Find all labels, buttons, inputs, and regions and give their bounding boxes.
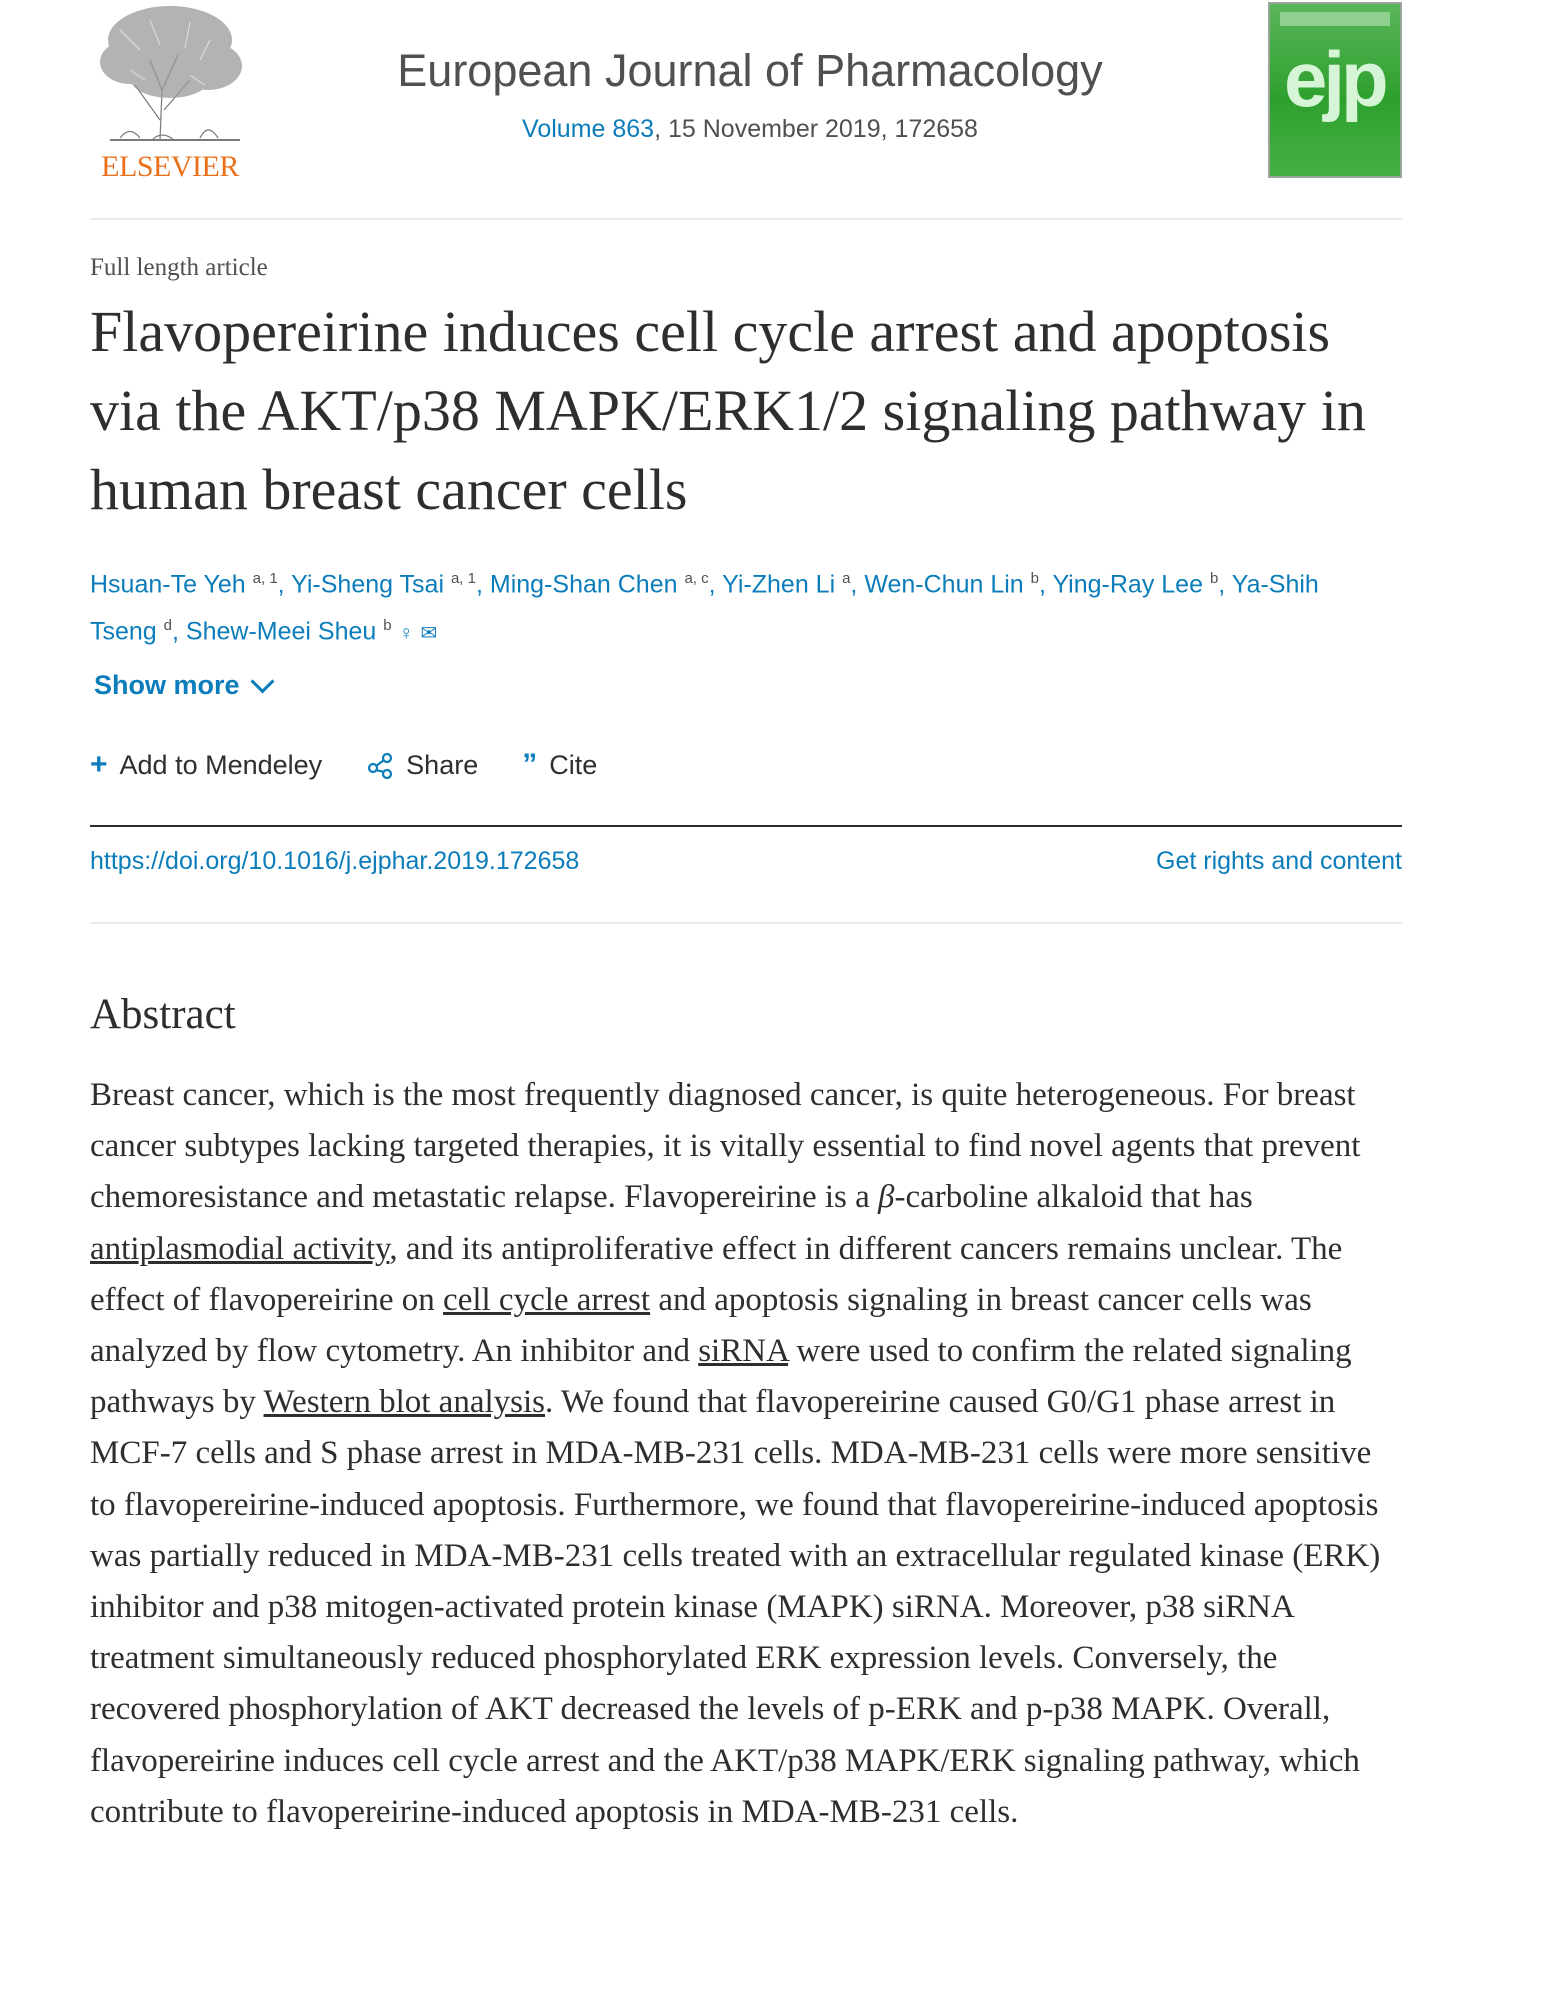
topic-link[interactable]: antiplasmodial activity (90, 1230, 390, 1267)
author-link[interactable]: Yi-Zhen Li (722, 570, 836, 599)
author-link[interactable]: Ming-Shan Chen (489, 570, 678, 599)
article-title: Flavopereirine induces cell cycle arrest and apoptosis via the AKT/p38 MAPK/ERK1/2 signaling pathway in human breast cancer cells (90, 299, 1366, 522)
add-to-mendeley-button[interactable] (90, 748, 322, 782)
topic-link[interactable]: Western blot analysis (263, 1384, 545, 1421)
journal-info (350, 45, 1150, 144)
author-affiliation[interactable]: b (383, 617, 392, 635)
show-more-label: Show more (94, 670, 240, 700)
quote-icon: ” (522, 748, 538, 781)
author-link[interactable]: Ya-Shih Tseng (90, 570, 1319, 646)
abstract-text: . We found that flavopereirine caused G0/G1 phase arrest in MCF-7 cells and S phase arrest in MDA-MB-231 cells. MDA-MB-231 cells were more sensitive to flavopereirine-induced apoptosis. Furthermore, we found that flavopereirine-induced apoptosis was partially reduced in MDA-MB-231 cells treated with an extracellular regulated kinase (ERK) inhibitor and p38 mitogen-activated protein kinase (MAPK) siRNA. Moreover, p38 siRNA treatment simultaneously reduced phosphorylated ERK expression levels. Conversely, the recovered phosphorylation of AKT decreased the levels of p-ERK and p-p38 MAPK. Overall, flavopereirine induces cell cycle arrest and the AKT/p38 MAPK/ERK signaling pathway, which contribute to flavopereirine-induced apoptosis in MDA-MB-231 cells. (90, 1384, 1381, 1830)
abstract-text: -carboline alkaloid that has (894, 1179, 1253, 1216)
cover-strip (1280, 12, 1390, 26)
publisher-name: ELSEVIER (101, 150, 239, 183)
divider (90, 218, 1402, 220)
author-link[interactable]: Wen-Chun Lin (864, 570, 1024, 599)
author-affiliation[interactable]: a, 1 (450, 570, 476, 587)
plus-icon: + (90, 748, 108, 781)
divider (90, 825, 1402, 827)
beta-symbol: β (878, 1179, 895, 1216)
abstract-text: , and its antiproliferative effect in different cancers remains unclear. The effect of flavopereirine on (90, 1230, 1343, 1318)
cite-button[interactable] (522, 748, 597, 782)
volume-link[interactable]: Volume 863 (522, 115, 655, 143)
share-label: Share (406, 749, 479, 780)
abstract-heading: Abstract (90, 991, 236, 1038)
topic-link[interactable]: cell cycle arrest (443, 1281, 651, 1318)
abstract-text: were used to confirm the related signaling pathways by (90, 1333, 1352, 1421)
abstract-text: Breast cancer, which is the most frequently diagnosed cancer, is quite heterogeneous. For breast cancer subtypes lacking targeted therapies, it is vitally essential to find novel agents that prevent chemoresistance and metastatic relapse. Flavopereirine is a (90, 1077, 1361, 1216)
get-rights-link[interactable]: Get rights and content (1156, 847, 1402, 875)
author-affiliation[interactable]: b (1030, 570, 1039, 587)
author-link[interactable]: Shew-Meei Sheu (185, 617, 377, 646)
journal-cover-image[interactable] (1268, 2, 1402, 178)
journal-issue-info (350, 115, 1150, 144)
mendeley-label: Add to Mendeley (119, 749, 323, 780)
share-button[interactable] (366, 748, 478, 782)
author-affiliation[interactable]: a, c (684, 570, 709, 587)
abstract-text: and apoptosis signaling in breast cancer cells was analyzed by flow cytometry. An inhibitor and (90, 1281, 1312, 1370)
author-link[interactable]: Yi-Sheng Tsai (291, 570, 444, 599)
author-affiliation[interactable]: d (163, 617, 173, 635)
show-more-button[interactable] (94, 670, 271, 701)
author-link[interactable]: Ying-Ray Lee (1052, 570, 1203, 599)
article-type: Full length article (90, 254, 268, 281)
divider (90, 922, 1402, 924)
article-page (90, 0, 1402, 1830)
share-icon (366, 751, 394, 779)
issue-date: , 15 November 2019, 172658 (654, 115, 978, 143)
topic-link[interactable]: siRNA (698, 1333, 789, 1370)
author-list: Hsuan-Te Yeh $^{a, 1}$, Yi-Sheng Tsai $^{a, 1}$, Ming-Shan Chen $^{a, c}$, Yi-Zhen Li $^a$, Wen-Chun Lin $^b$, Ying-Ray Lee $^b$, Ya-Shih Tseng $^d$, Shew-Meei Sheu $^b$ ♀ ✉ (90, 570, 1319, 646)
chevron-down-icon (250, 669, 274, 693)
cover-logo-text: ejp (1284, 35, 1385, 123)
abstract-body (90, 1070, 1400, 1838)
journal-title[interactable]: European Journal of Pharmacology (397, 45, 1103, 96)
doi-link[interactable]: https://doi.org/10.1016/j.ejphar.2019.172658 (90, 847, 580, 875)
author-affiliation[interactable]: a, 1 (252, 570, 278, 587)
cite-label: Cite (549, 749, 598, 780)
person-icon[interactable]: ♀ (398, 622, 414, 645)
journal-header (90, 0, 1402, 220)
author-affiliation[interactable]: b (1209, 570, 1219, 587)
author-link[interactable]: Hsuan-Te Yeh (90, 570, 246, 599)
article-actions (90, 748, 597, 782)
envelope-icon[interactable]: ✉ (420, 622, 438, 645)
author-affiliation[interactable]: a (842, 570, 851, 587)
